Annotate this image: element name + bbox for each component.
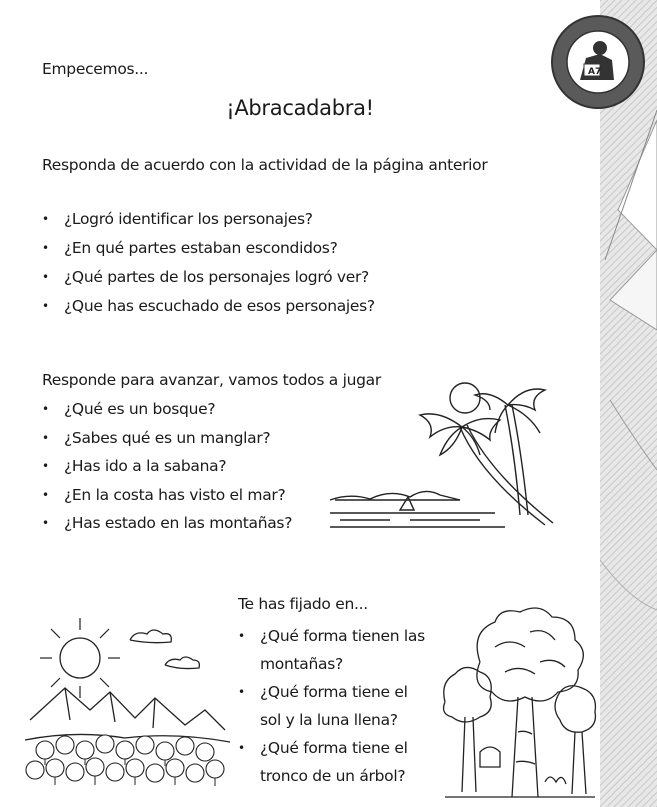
list-item: • ¿Logró identificar los personajes? <box>42 208 375 237</box>
list-item-line: ¿Qué forma tiene el <box>260 739 408 757</box>
forest-trees-illustration <box>440 602 600 802</box>
section-3-heading: Te has fijado en... <box>238 595 368 613</box>
section-2-heading: Responde para avanzar, vamos todos a jugar <box>42 371 381 389</box>
question-list-1 <box>42 208 375 324</box>
page-title: ¡Abracadabra! <box>226 96 374 120</box>
list-item <box>238 734 470 790</box>
seal-code: A7 <box>588 67 602 77</box>
list-item: • ¿En la costa has visto el mar? <box>42 484 292 513</box>
list-item: • ¿Has ido a la sabana? <box>42 455 292 484</box>
list-item <box>238 622 470 678</box>
list-item-line: ¿Qué forma tiene el <box>260 683 408 701</box>
list-item: • ¿Qué es un bosque? <box>42 398 292 427</box>
list-item-line: ¿Qué forma tienen las <box>260 627 425 645</box>
list-item: • ¿Sabes qué es un manglar? <box>42 427 292 456</box>
decorative-side-strip <box>600 0 657 807</box>
list-item: • ¿Has estado en las montañas? <box>42 512 292 541</box>
list-item <box>238 678 470 734</box>
list-item: • ¿Qué partes de los personajes logró ver? <box>42 266 375 295</box>
list-item-line: montañas? <box>260 655 343 673</box>
list-item: • ¿Que has escuchado de esos personajes? <box>42 295 375 324</box>
list-item: • ¿En qué partes estaban escondidos? <box>42 237 375 266</box>
question-list-2 <box>42 398 292 541</box>
list-item-line: tronco de un árbol? <box>260 767 406 785</box>
list-item-line: sol y la luna llena? <box>260 711 398 729</box>
question-list-3 <box>238 622 470 790</box>
instruction-text: Responda de acuerdo con la actividad de la página anterior <box>42 156 488 174</box>
mountains-sun-illustration <box>25 610 230 795</box>
intro-text: Empecemos... <box>42 60 149 78</box>
palm-tree-coast-illustration <box>330 375 560 540</box>
